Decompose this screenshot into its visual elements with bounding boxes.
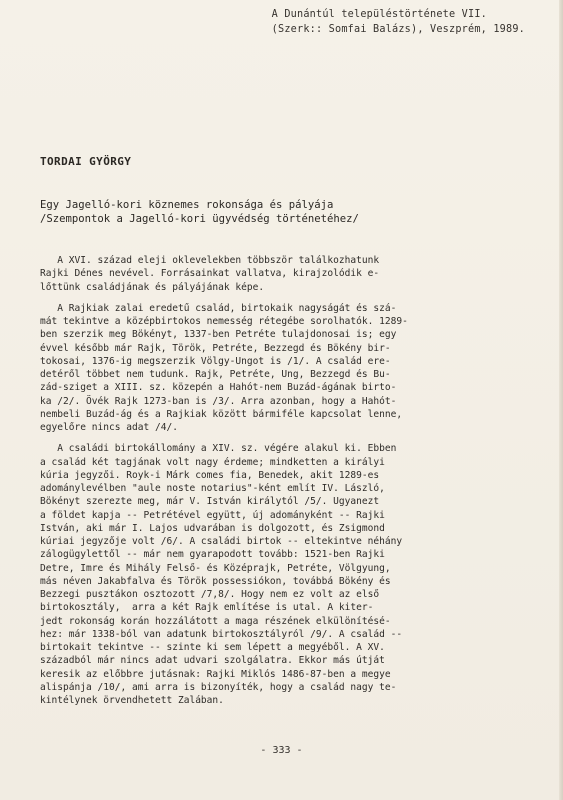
- header-line-1: A Dunántúl településtörténete VII.: [271, 9, 487, 20]
- title-line-2: /Szempontok a Jagelló-kori ügyvédség történetéhez/: [40, 213, 359, 225]
- text-line: Bezzegi pusztákon osztozott /7,8/. Hogy nem ez volt az első: [40, 589, 380, 600]
- paragraph: [40, 254, 530, 294]
- text-line: mát tekintve a középbirtokos nemesség rétegébe sorolhatók. 1289-: [40, 316, 408, 327]
- paragraph: [40, 302, 530, 435]
- author-name: TORDAI GYÖRGY: [40, 155, 132, 168]
- paragraph: [40, 442, 530, 707]
- text-line: keresik az előbbre jutásnak: Rajki Miklós 1486-87-ben a megye: [40, 668, 391, 680]
- article-title: [40, 198, 359, 226]
- text-line: a család két tagjának volt nagy érdeme; mindketten a királyi: [40, 456, 385, 468]
- text-line: jedt rokonság korán hozzálátott a maga részének elkülönítésé-: [40, 615, 391, 627]
- text-line: egyelőre nincs adat /4/.: [40, 422, 178, 433]
- text-line: adománylevélben "aule noste notarius"-ként említ IV. László,: [40, 483, 385, 494]
- text-line: nembeli Buzád-ág és a Rajkiak között bármiféle kapcsolat lenne,: [40, 408, 403, 420]
- text-line: hez: már 1338-ból van adatunk birtokosztályról /9/. A család --: [40, 628, 403, 640]
- text-line: István, aki már I. Lajos udvarában is dolgozott, és Zsigmond: [40, 522, 385, 534]
- text-line: A XVI. század eleji oklevelekben többször találkozhatunk: [40, 255, 380, 266]
- text-line: birtokait tekintve -- szinte ki sem lépett a megyéből. A XV.: [40, 642, 385, 653]
- page-number: - 333 -: [260, 745, 303, 756]
- header-line-2: (Szerk:: Somfai Balázs), Veszprém, 1989.: [271, 23, 525, 35]
- text-line: birtokosztály, arra a két Rajk említése is utal. A kiter-: [40, 602, 374, 614]
- text-line: Rajki Dénes nevével. Forrásainkat vallatva, kirajzolódik e-: [40, 268, 380, 280]
- text-line: zád-sziget a XIII. sz. közepén a Hahót-nem Buzád-ágának birto-: [40, 382, 397, 394]
- text-line: kúriai jegyzője volt /6/. A családi birtok -- eltekintve néhány: [40, 536, 403, 547]
- text-line: kúria jegyzői. Royk-i Márk comes fia, Benedek, akit 1289-es: [40, 469, 380, 481]
- text-line: évvel később már Rajk, Török, Petréte, Bezzegd és Bökény bir-: [40, 342, 391, 354]
- title-line-1: Egy Jagelló-kori köznemes rokonsága és pályája: [40, 199, 334, 211]
- page-edge-shadow: [559, 0, 563, 800]
- text-line: Detre, Imre és Mihály Felső- és Középrajk, Petréte, Völgyung,: [40, 562, 391, 574]
- article-body: [40, 254, 530, 715]
- text-line: detéről többet nem tudunk. Rajk, Petréte, Ung, Bezzegd és Bu-: [40, 369, 391, 380]
- text-line: ben szerzik meg Bökényt, 1337-ben Petréte tulajdonosai is; egy: [40, 329, 397, 341]
- text-line: más néven Jakabfalva és Török possessiókon, továbbá Bökény és: [40, 575, 391, 587]
- text-line: kintélynek örvendhetett Zalában.: [40, 695, 224, 706]
- text-line: alispánja /10/, ami arra is bizonyíték, hogy a család nagy te-: [40, 681, 397, 693]
- text-line: tokosai, 1376-ig megszerzik Völgy-Ungot is /1/. A család ere-: [40, 355, 391, 367]
- text-line: a földet kapja -- Petrétével együtt, új adományként -- Rajki: [40, 509, 385, 521]
- text-line: lőttünk családjának és pályájának képe.: [40, 281, 265, 293]
- text-line: zálogügylettől -- már nem gyarapodott tovább: 1521-ben Rajki: [40, 549, 385, 561]
- text-line: A Rajkiak zalai eredetű család, birtokaik nagyságát és szá-: [40, 302, 397, 314]
- text-line: Bökényt szerezte meg, már V. István királytól /5/. Ugyanezt: [40, 496, 380, 508]
- publication-header: [272, 8, 525, 37]
- text-line: ka /2/. Övék Rajk 1273-ban is /3/. Arra azonban, hogy a Hahót-: [40, 395, 397, 407]
- text-line: századból már nincs adat udvari szolgálatra. Ekkor más útját: [40, 655, 385, 667]
- text-line: A családi birtokállomány a XIV. sz. végére alakul ki. Ebben: [40, 443, 397, 455]
